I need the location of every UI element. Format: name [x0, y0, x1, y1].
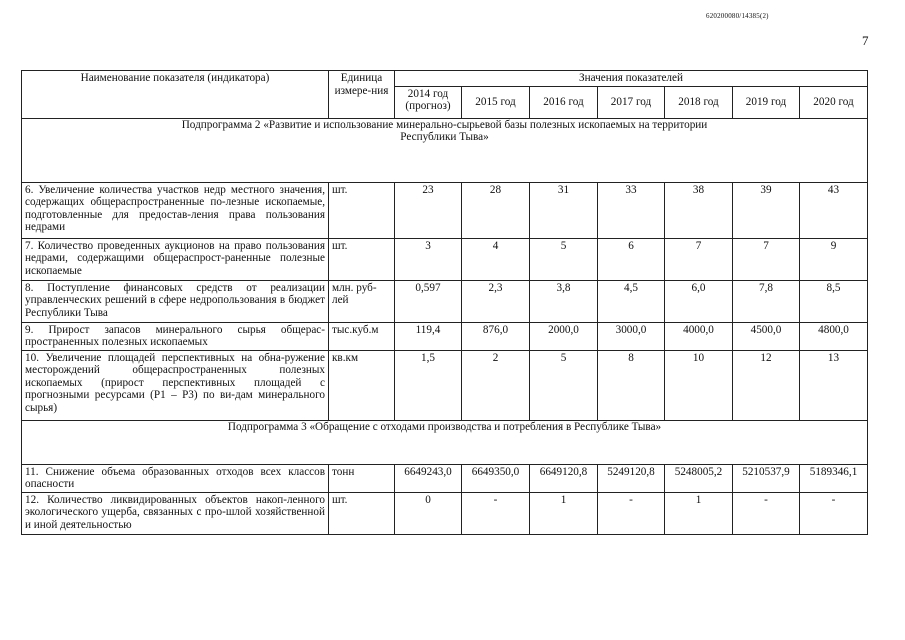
indicator-value: 28 [462, 182, 530, 238]
indicator-value: 23 [395, 182, 462, 238]
indicators-table [21, 70, 868, 535]
indicator-value: 8 [598, 350, 665, 420]
indicator-value: 7,8 [733, 280, 800, 322]
indicator-value: 4 [462, 238, 530, 280]
table-row [22, 280, 868, 322]
indicator-value: 5 [530, 238, 598, 280]
indicator-value: 4800,0 [800, 322, 868, 350]
indicator-value: 6,0 [665, 280, 733, 322]
indicator-value: - [800, 492, 868, 534]
table-row [22, 322, 868, 350]
indicator-name: 12. Количество ликвидированных объектов накоп-ленного экологического ущерба, связанных с про-шлой хозяйственной и иной деятельностью [22, 492, 329, 534]
indicator-name: 7. Количество проведенных аукционов на право пользования недрами, содержащими общераспрост-раненные полезные ископаемые [22, 238, 329, 280]
indicator-value: 10 [665, 350, 733, 420]
indicator-unit: кв.км [329, 350, 395, 420]
indicator-unit: млн. руб-лей [329, 280, 395, 322]
header-year: 2015 год [462, 86, 530, 118]
indicator-value: 7 [733, 238, 800, 280]
section-title: Подпрограмма 2 «Развитие и использование минерально-сырьевой базы полезных ископаемых на территории Республики Тыва» [22, 118, 868, 182]
header-year: 2019 год [733, 86, 800, 118]
header-year: 2014 год (прогноз) [395, 86, 462, 118]
indicator-value: 38 [665, 182, 733, 238]
indicator-value: 5189346,1 [800, 464, 868, 492]
indicator-unit: шт. [329, 238, 395, 280]
indicator-value: 5210537,9 [733, 464, 800, 492]
indicator-value: 3,8 [530, 280, 598, 322]
table-row [22, 492, 868, 534]
indicator-value: 1 [665, 492, 733, 534]
indicator-value: - [462, 492, 530, 534]
page-number: 7 [862, 33, 869, 48]
indicator-value: 13 [800, 350, 868, 420]
indicator-value: 2000,0 [530, 322, 598, 350]
indicator-name: 6. Увеличение количества участков недр местного значения, содержащих общераспространенные по-лезные ископаемые, подготовленные для предостав-ления права пользования недрами [22, 182, 329, 238]
indicator-value: 6649243,0 [395, 464, 462, 492]
indicator-value: 1,5 [395, 350, 462, 420]
header-year: 2016 год [530, 86, 598, 118]
indicator-name: 11. Снижение объема образованных отходов всех классов опасности [22, 464, 329, 492]
header-indicator-name: Наименование показателя (индикатора) [22, 71, 329, 119]
header-year: 2020 год [800, 86, 868, 118]
header-year: 2018 год [665, 86, 733, 118]
indicator-value: 39 [733, 182, 800, 238]
indicator-value: 9 [800, 238, 868, 280]
indicator-value: 6 [598, 238, 665, 280]
section-row [22, 118, 868, 182]
indicator-unit: тыс.куб.м [329, 322, 395, 350]
indicator-unit: шт. [329, 182, 395, 238]
indicator-value: 8,5 [800, 280, 868, 322]
indicator-name: 10. Увеличение площадей перспективных на обна-ружение месторождений общераспространенных полезных ископаемых (прирост перспективных площадей с прогнозными ресурсами (Р1 – Р3) по ви-дам минерального сырья) [22, 350, 329, 420]
indicator-name: 9. Прирост запасов минерального сырья общерас-пространенных полезных ископаемых [22, 322, 329, 350]
indicator-value: 5249120,8 [598, 464, 665, 492]
indicator-value: 6649120,8 [530, 464, 598, 492]
indicator-value: 33 [598, 182, 665, 238]
header-unit: Единица измере-ния [329, 71, 395, 119]
document-id: 620200080/14385(2) [706, 12, 769, 20]
indicator-value: 5 [530, 350, 598, 420]
indicator-value: 119,4 [395, 322, 462, 350]
indicator-value: 4500,0 [733, 322, 800, 350]
indicator-unit: тонн [329, 464, 395, 492]
indicator-unit: шт. [329, 492, 395, 534]
indicator-value: - [598, 492, 665, 534]
indicator-value: 2,3 [462, 280, 530, 322]
indicator-value: 43 [800, 182, 868, 238]
indicator-value: 2 [462, 350, 530, 420]
indicator-value: 5248005,2 [665, 464, 733, 492]
indicator-name: 8. Поступление финансовых средств от реализации управленческих решений в сфере недропользования в бюджет Республики Тыва [22, 280, 329, 322]
section-row [22, 420, 868, 464]
indicator-value: 0 [395, 492, 462, 534]
header-year: 2017 год [598, 86, 665, 118]
indicator-value: 7 [665, 238, 733, 280]
indicator-value: 4000,0 [665, 322, 733, 350]
table-row [22, 182, 868, 238]
table-row [22, 238, 868, 280]
indicator-value: 12 [733, 350, 800, 420]
indicator-value: 0,597 [395, 280, 462, 322]
indicator-value: 4,5 [598, 280, 665, 322]
table-row [22, 464, 868, 492]
indicator-value: - [733, 492, 800, 534]
indicator-value: 31 [530, 182, 598, 238]
header-values: Значения показателей [395, 71, 868, 87]
indicator-value: 3000,0 [598, 322, 665, 350]
indicator-value: 1 [530, 492, 598, 534]
table-row [22, 350, 868, 420]
indicator-value: 6649350,0 [462, 464, 530, 492]
indicator-value: 3 [395, 238, 462, 280]
section-title: Подпрограмма 3 «Обращение с отходами производства и потребления в Республике Тыва» [22, 420, 868, 464]
indicator-value: 876,0 [462, 322, 530, 350]
